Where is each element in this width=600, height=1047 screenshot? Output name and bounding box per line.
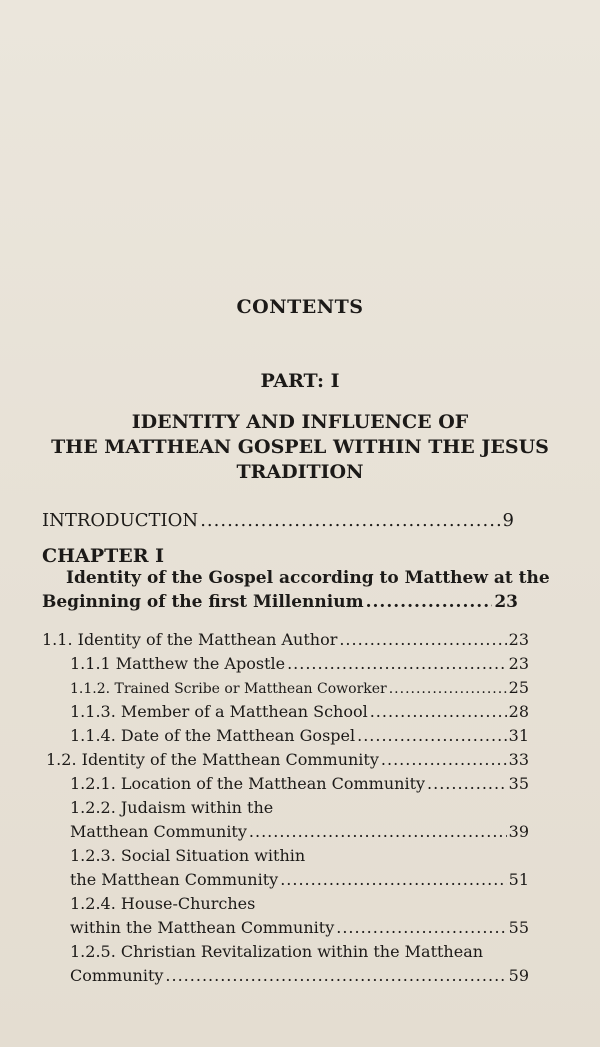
dot-leader: [389, 681, 507, 697]
dot-leader: [370, 702, 507, 721]
toc-entry-page: 23: [494, 592, 518, 612]
toc-entry-page: 35: [508, 774, 529, 793]
toc-entry[interactable]: [70, 774, 529, 793]
toc-entry-chapter[interactable]: [42, 592, 518, 612]
toc-entry-line: 1.2.2. Judaism within the: [70, 798, 274, 817]
toc-entry[interactable]: [70, 654, 529, 673]
dot-leader: [280, 870, 506, 889]
toc-entry-label: 1.1. Identity of the Matthean Author: [42, 630, 338, 649]
toc-entry-label: Matthean Community: [70, 822, 247, 841]
part-title-line: IDENTITY AND INFLUENCE OF: [131, 411, 469, 433]
dot-leader: [357, 726, 507, 745]
dot-leader: [381, 750, 507, 769]
toc-entry-label: Beginning of the first Millennium: [42, 592, 364, 612]
toc-entry[interactable]: [70, 822, 529, 841]
toc-entry-line: 1.2.4. House-Churches: [70, 894, 256, 913]
toc-entry-page: 28: [508, 702, 529, 721]
chapter-heading: CHAPTER I: [42, 545, 165, 567]
toc-entry-page: 59: [508, 966, 529, 985]
toc-entry-page: 25: [508, 678, 529, 697]
chapter-title-line: Identity of the Gospel according to Matthew at the: [66, 568, 550, 588]
part-title-line: THE MATTHEAN GOSPEL WITHIN THE JESUS: [51, 436, 549, 458]
toc-entry-label: the Matthean Community: [70, 870, 279, 889]
toc-entry-label: INTRODUCTION: [42, 510, 199, 531]
toc-entry[interactable]: [70, 966, 529, 985]
toc-entry-page: 55: [508, 918, 529, 937]
contents-heading: CONTENTS: [236, 296, 364, 318]
toc-entry-label: 1.1.4. Date of the Matthean Gospel: [70, 726, 356, 745]
toc-entry-page: 33: [508, 750, 529, 769]
dot-leader: [366, 592, 493, 612]
dot-leader: [200, 510, 500, 531]
part-title: [40, 410, 560, 485]
toc-entry[interactable]: [70, 678, 529, 697]
part-title-line: TRADITION: [236, 461, 364, 483]
toc-entry-label: 1.1.3. Member of a Matthean School: [70, 702, 368, 721]
toc-entry-page: 23: [508, 654, 529, 673]
dot-leader: [336, 918, 506, 937]
toc-entry-page: 51: [508, 870, 529, 889]
toc-entry-line: 1.2.3. Social Situation within: [70, 846, 306, 865]
bleed-through-texture: ​: [390, 65, 580, 87]
dot-leader: [249, 822, 507, 841]
dot-leader: [165, 966, 506, 985]
toc-entry-label: 1.1.2. Trained Scribe or Matthean Coworker: [70, 681, 387, 697]
toc-entry-page: 23: [508, 630, 529, 649]
toc-entry[interactable]: [70, 918, 529, 937]
toc-entry[interactable]: [70, 702, 529, 721]
toc-entry-page: 9: [502, 510, 514, 531]
toc-entry-page: 39: [508, 822, 529, 841]
dot-leader: [339, 630, 506, 649]
toc-entry-introduction[interactable]: [42, 510, 514, 531]
dot-leader: [427, 774, 507, 793]
toc-entry[interactable]: [70, 726, 529, 745]
toc-entry-label: Community: [70, 966, 164, 985]
toc-entry-page: 31: [508, 726, 529, 745]
toc-entry-label: 1.2.1. Location of the Matthean Community: [70, 774, 426, 793]
dot-leader: [287, 654, 507, 673]
toc-entry[interactable]: [46, 750, 529, 769]
toc-entry-label: 1.1.1 Matthew the Apostle: [70, 654, 286, 673]
toc-entry-label: within the Matthean Community: [70, 918, 335, 937]
part-label: PART: I: [260, 370, 340, 392]
toc-entry[interactable]: [42, 630, 529, 649]
toc-entry[interactable]: [70, 870, 529, 889]
toc-entry-line: 1.2.5. Christian Revitalization within the Matthean: [70, 942, 484, 961]
toc-entry-label: 1.2. Identity of the Matthean Community: [46, 750, 379, 769]
